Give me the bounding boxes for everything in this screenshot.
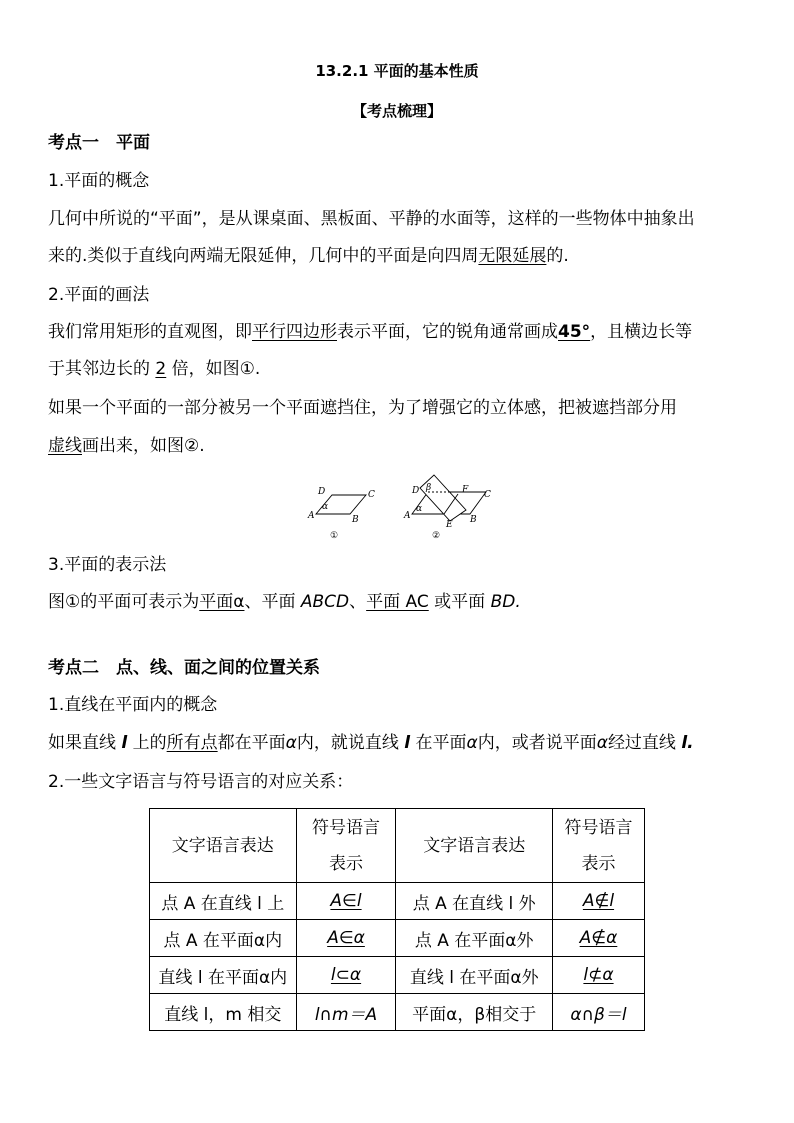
fig1-label-a: A [308,511,315,521]
header-symbol-1: 符号语言 表示 [296,809,396,883]
fig1-label-alpha: α [322,502,329,512]
underlined-answer: 平面 AC [366,592,429,612]
header-symbol-2: 符号语言 表示 [552,809,644,883]
underlined-answer: 虚线 [48,436,82,456]
concept-title: 1.平面的概念 [48,171,150,191]
line-in-plane-definition: 如果直线 l 上的所有点都在平面α内，就说直线 l 在平面α内，或者说平面α经过直线 l. [48,733,694,753]
fig2-label-beta: β [426,483,432,493]
underlined-answer: 45° [558,322,591,342]
table-row: 直线 l 在平面α内 l⊂α 直线 l 在平面α外 l⊄α [150,957,645,994]
fig1-label-c: C [368,490,375,500]
drawing-title: 2.平面的画法 [48,285,150,305]
page-title: 13.2.1 平面的基本性质 [315,62,479,80]
plane-figures [300,472,510,550]
line-in-plane-title: 1.直线在平面内的概念 [48,695,218,715]
underlined-answer: 平面α [199,592,245,612]
fig2-label-alpha: α [416,504,423,514]
concept-line-1: 几何中所说的“平面”，是从课桌面、黑板面、平静的水面等，这样的一些物体中抽象出 [48,209,695,229]
fig2-label-c: C [484,490,491,500]
underlined-answer: 无限延展 [478,246,547,266]
section-heading-2: 考点二 点、线、面之间的位置关系 [48,658,320,678]
header-text-2: 文字语言表达 [396,809,553,883]
figure-1-parallelogram [307,487,375,541]
notation-title: 3.平面的表示法 [48,555,167,575]
fig2-caption: ② [432,531,441,541]
drawing-line-2: 于其邻边长的 2 倍，如图①. [48,359,261,379]
table-row: 直线 l，m 相交 l∩m＝A 平面α，β相交于 α∩β＝l [150,994,645,1031]
fig2-label-e: E [446,520,453,530]
underlined-answer: 平行四边形 [252,322,337,342]
table-header-row [150,809,645,883]
table-row: 点 A 在平面α内 A∈α 点 A 在平面α外 A∉α [150,920,645,957]
fig1-caption: ① [330,531,339,541]
header-text-1: 文字语言表达 [150,809,297,883]
drawing-line-4: 虚线画出来，如图②. [48,436,205,456]
drawing-line-1: 我们常用矩形的直观图，即平行四边形表示平面，它的锐角通常画成45°，且横边长等 [48,322,693,342]
figure-2-intersecting-planes [403,475,491,541]
fig1-label-b: B [352,515,359,525]
underlined-answer: 2 [155,359,167,379]
table-row: 点 A 在直线 l 上 A∈l 点 A 在直线 l 外 A∉l [150,883,645,920]
fig2-label-b: B [470,515,477,525]
fig2-label-d: D [412,486,420,496]
drawing-line-3: 如果一个平面的一部分被另一个平面遮挡住，为了增强它的立体感，把被遮挡部分用 [48,398,677,418]
fig1-label-d: D [318,487,326,497]
section-heading-1: 考点一 平面 [48,133,150,153]
language-symbol-table [149,808,645,1031]
fig2-label-f: F [462,485,469,495]
notation-line: 图①的平面可表示为平面α、平面 ABCD、平面 AC 或平面 BD. [48,592,521,612]
page-subtitle: 【考点梳理】 [351,102,442,120]
concept-line-2: 来的.类似于直线向两端无限延伸，几何中的平面是向四周无限延展的. [48,246,569,266]
fig2-label-a: A [404,511,411,521]
correspondence-title: 2.一些文字语言与符号语言的对应关系： [48,772,354,792]
underlined-answer: 所有点 [166,733,218,753]
